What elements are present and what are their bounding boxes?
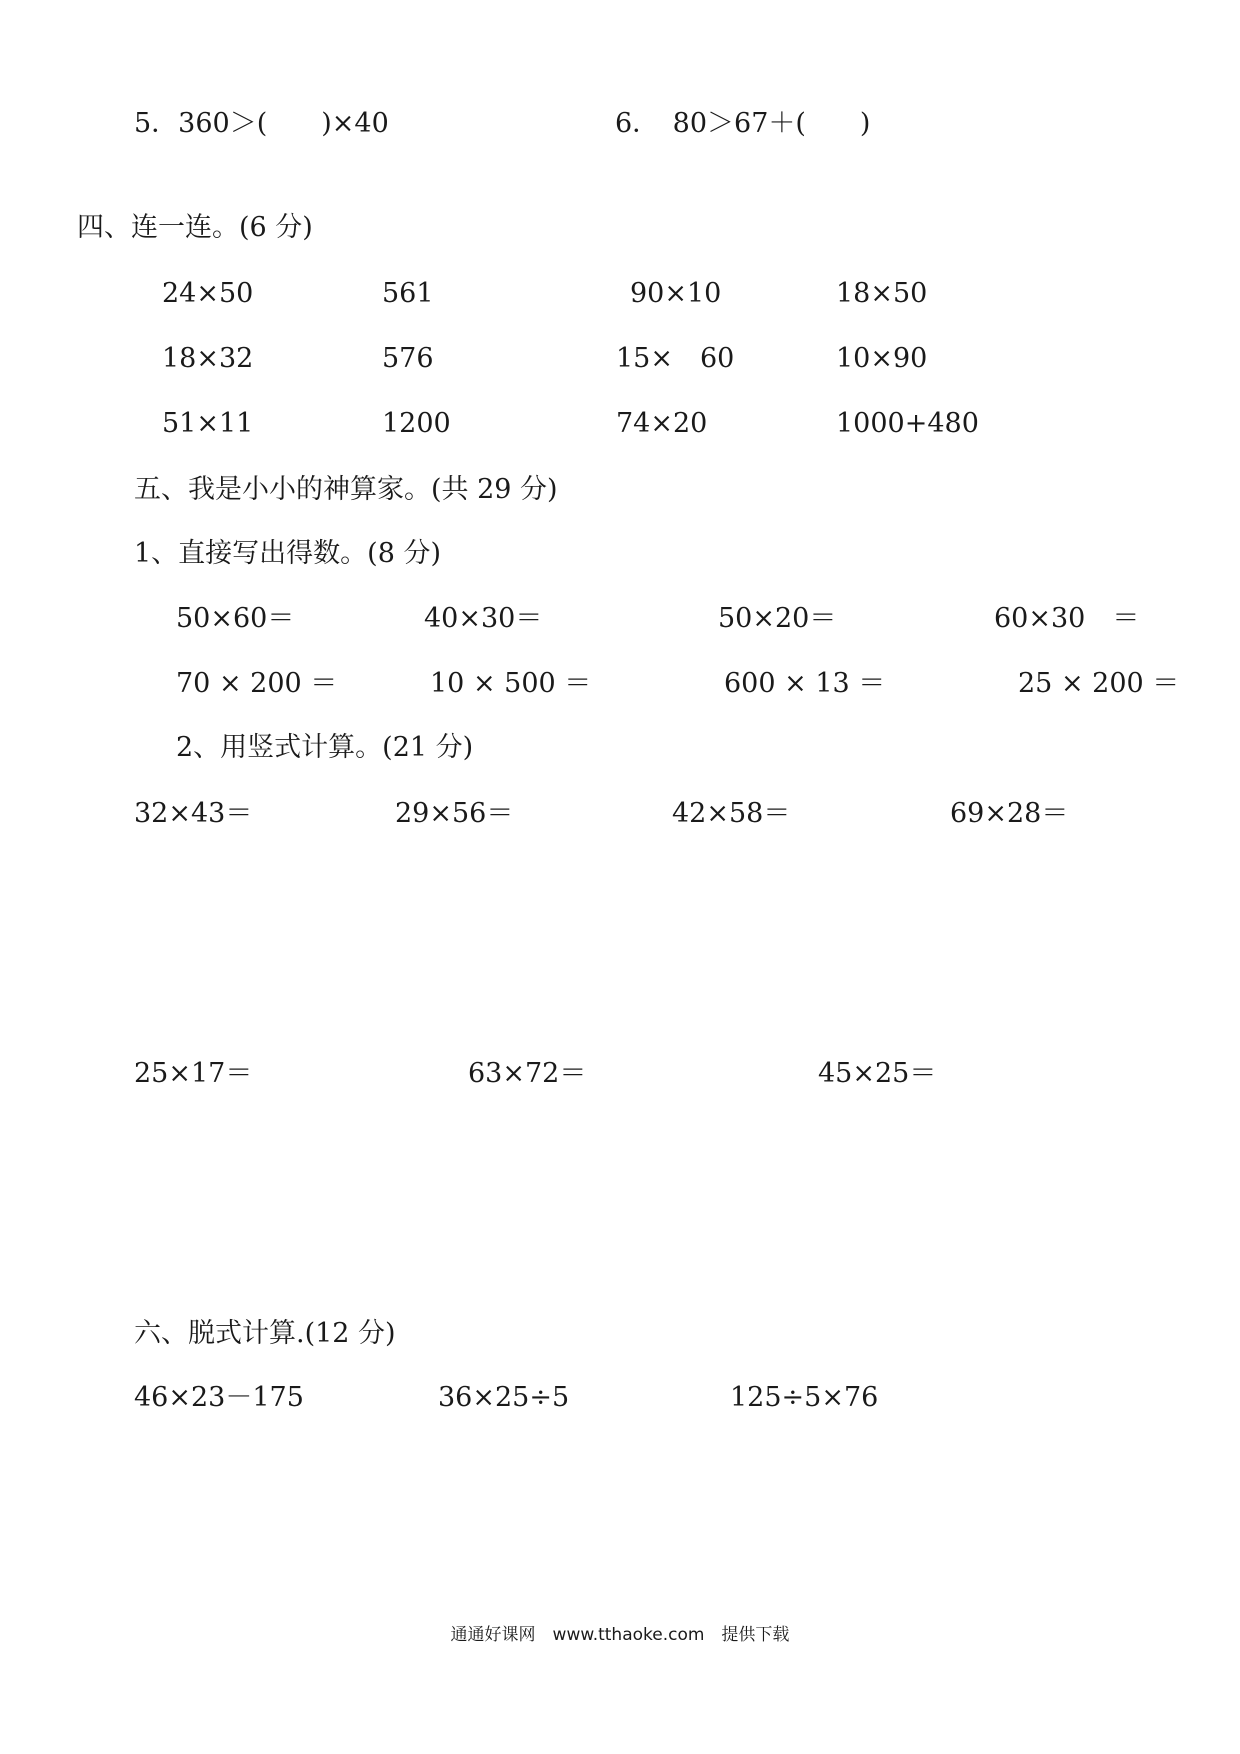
column-calc-item: 32×43＝ <box>134 798 253 829</box>
column-calc-item: 69×28＝ <box>950 798 1069 829</box>
stepwise-calc-item: 46×23－175 <box>134 1382 304 1413</box>
match-item: 90×10 <box>630 278 722 309</box>
match-item: 10×90 <box>836 343 928 374</box>
stepwise-calc-item: 125÷5×76 <box>730 1382 879 1413</box>
match-item: 74×20 <box>616 408 708 439</box>
section-6-title: 六、脱式计算.(12 分) <box>134 1318 396 1349</box>
section-5-part-2-title: 2、用竖式计算。(21 分) <box>176 732 474 763</box>
match-item: 24×50 <box>162 278 254 309</box>
column-calc-item: 63×72＝ <box>468 1058 587 1089</box>
mental-math-item: 40×30＝ <box>424 603 543 634</box>
mental-math-item: 25 × 200 ＝ <box>1018 668 1180 699</box>
match-item: 15× 60 <box>616 343 735 374</box>
section-4-title: 四、连一连。(6 分) <box>77 212 313 243</box>
column-calc-item: 29×56＝ <box>395 798 514 829</box>
match-item: 561 <box>382 278 434 309</box>
mental-math-item: 50×60＝ <box>176 603 295 634</box>
mental-math-item: 60×30 ＝ <box>994 603 1140 634</box>
section-5-title: 五、我是小小的神算家。(共 29 分) <box>134 474 558 505</box>
mental-math-item: 50×20＝ <box>718 603 837 634</box>
match-item: 18×32 <box>162 343 254 374</box>
match-item: 576 <box>382 343 434 374</box>
stepwise-calc-item: 36×25÷5 <box>438 1382 570 1413</box>
section-5-part-1-title: 1、直接写出得数。(8 分) <box>134 538 442 569</box>
question-6: 6． 80＞67＋( ) <box>615 108 871 139</box>
match-item: 18×50 <box>836 278 928 309</box>
match-item: 1200 <box>382 408 451 439</box>
mental-math-item: 10 × 500 ＝ <box>430 668 592 699</box>
mental-math-item: 70 × 200 ＝ <box>176 668 338 699</box>
match-item: 1000+480 <box>836 408 979 439</box>
column-calc-item: 42×58＝ <box>672 798 791 829</box>
column-calc-item: 25×17＝ <box>134 1058 253 1089</box>
mental-math-item: 600 × 13 ＝ <box>724 668 886 699</box>
match-item: 51×11 <box>162 408 254 439</box>
column-calc-item: 45×25＝ <box>818 1058 937 1089</box>
question-5: 5．360＞( )×40 <box>134 108 389 139</box>
footer-text: 通通好课网 www.tthaoke.com 提供下载 <box>450 1625 790 1645</box>
